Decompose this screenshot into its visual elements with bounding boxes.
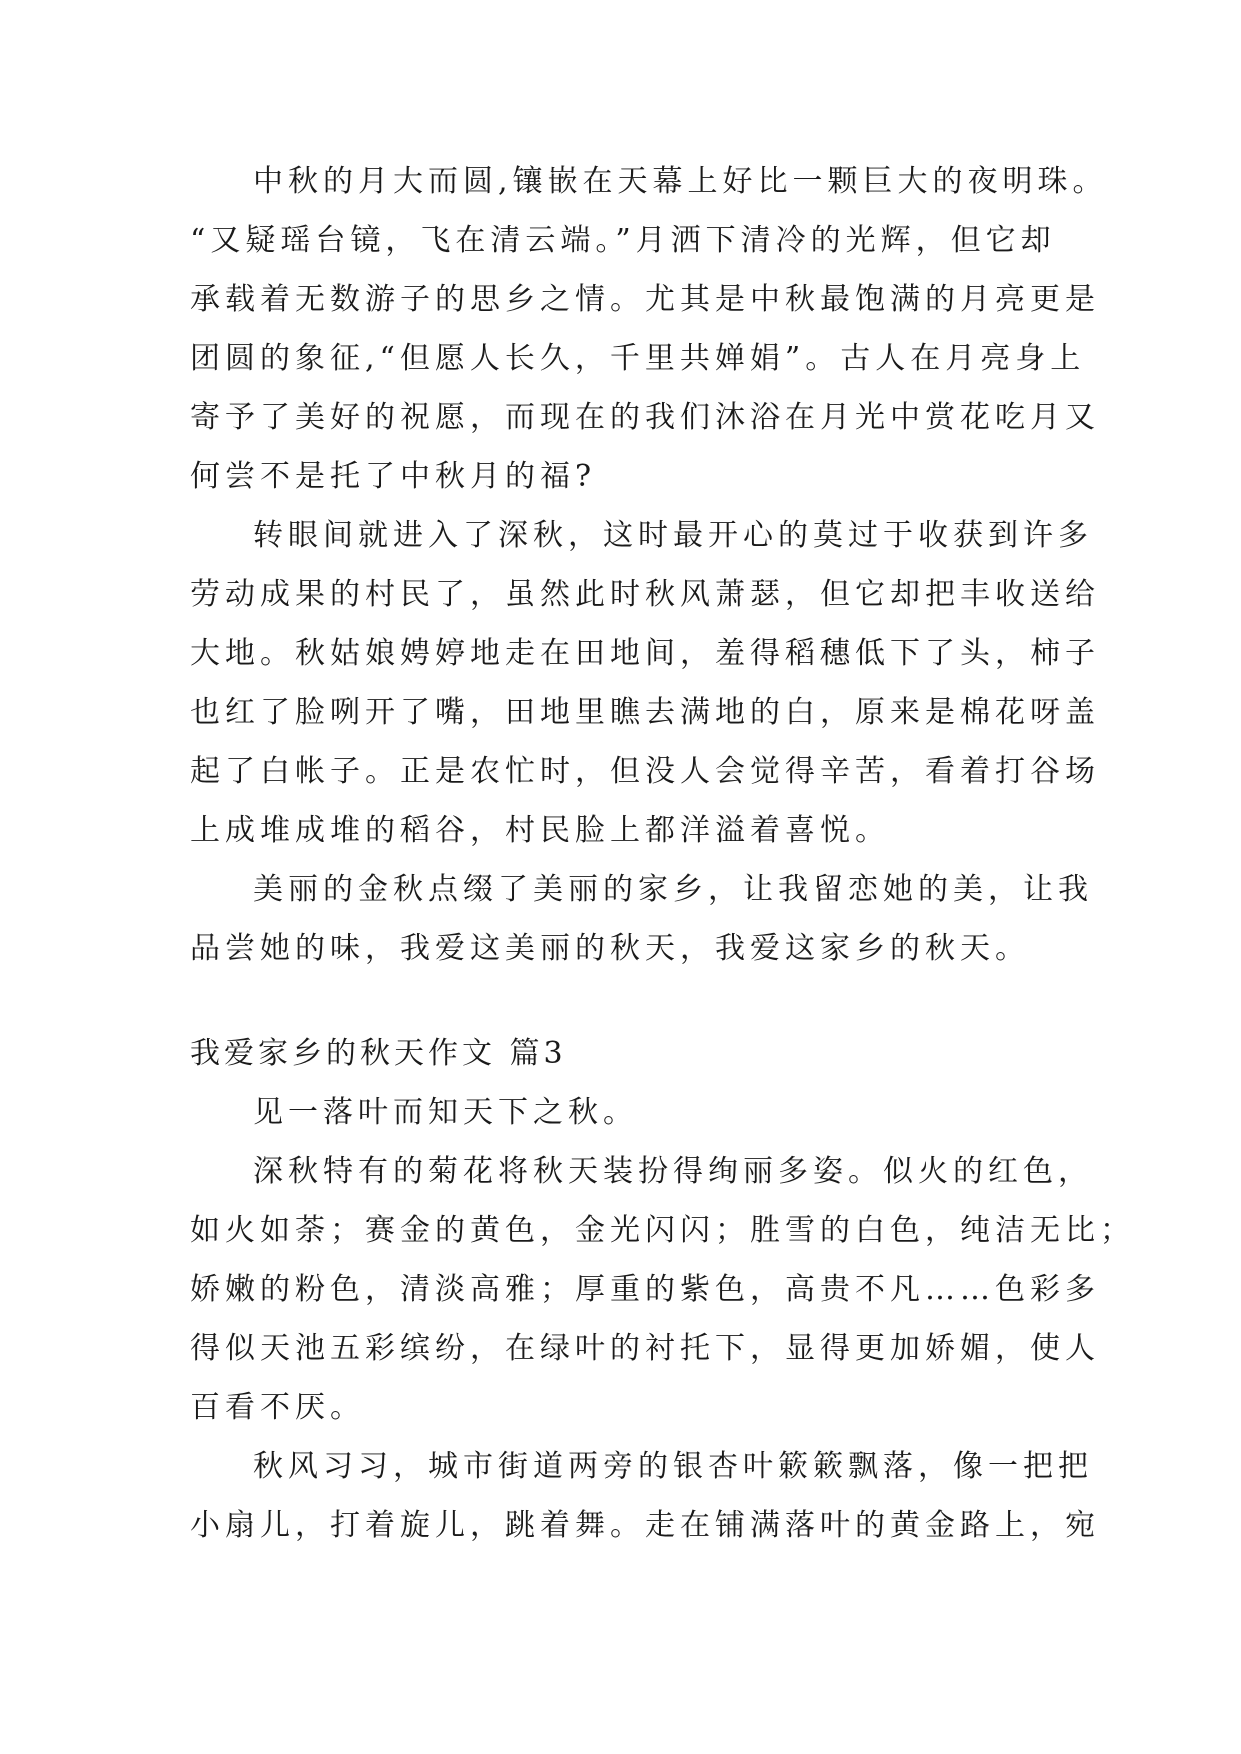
text-line: 也红了脸咧开了嘴，田地里瞧去满地的白，原来是棉花呀盖 — [190, 695, 1100, 730]
text-line: 美丽的金秋点缀了美丽的家乡，让我留恋她的美，让我 — [253, 872, 1093, 907]
text-line: 转眼间就进入了深秋，这时最开心的莫过于收获到许多 — [253, 518, 1093, 553]
text-line: 如火如荼；赛金的黄色，金光闪闪；胜雪的白色，纯洁无比； — [190, 1213, 1135, 1248]
text-line: 承载着无数游子的思乡之情。尤其是中秋最饱满的月亮更是 — [190, 282, 1100, 317]
text-line: 劳动成果的村民了，虽然此时秋风萧瑟，但它却把丰收送给 — [190, 577, 1100, 612]
text-line: 秋风习习，城市街道两旁的银杏叶簌簌飘落，像一把把 — [253, 1449, 1093, 1484]
text-line: 小扇儿，打着旋儿，跳着舞。走在铺满落叶的黄金路上，宛 — [190, 1508, 1100, 1543]
text-line: 上成堆成堆的稻谷，村民脸上都洋溢着喜悦。 — [190, 813, 890, 848]
text-line: 团圆的象征,“但愿人长久，千里共婵娟”。古人在月亮身上 — [190, 341, 1086, 376]
text-line: 何尝不是托了中秋月的福? — [190, 459, 597, 494]
text-line: 见一落叶而知天下之秋。 — [253, 1095, 638, 1130]
text-line: 百看不厌。 — [190, 1390, 365, 1425]
section-heading: 我爱家乡的秋天作文 篇3 — [190, 1036, 567, 1071]
text-line: 起了白帐子。正是农忙时，但没人会觉得辛苦，看着打谷场 — [190, 754, 1100, 789]
text-line: 寄予了美好的祝愿，而现在的我们沐浴在月光中赏花吃月又 — [190, 400, 1100, 435]
text-line: 深秋特有的菊花将秋天装扮得绚丽多姿。似火的红色， — [253, 1154, 1093, 1189]
text-line: 得似天池五彩缤纷，在绿叶的衬托下，显得更加娇媚，使人 — [190, 1331, 1100, 1366]
text-line: 大地。秋姑娘娉婷地走在田地间，羞得稻穗低下了头，柿子 — [190, 636, 1100, 671]
text-line: 娇嫩的粉色，清淡高雅；厚重的紫色，高贵不凡……色彩多 — [190, 1272, 1100, 1307]
text-line: “又疑瑶台镜，飞在清云端。”月洒下清冷的光辉，但它却 — [190, 223, 1056, 258]
text-line: 品尝她的味，我爱这美丽的秋天，我爱这家乡的秋天。 — [190, 931, 1030, 966]
text-line: 中秋的月大而圆,镶嵌在天幕上好比一颗巨大的夜明珠。 — [253, 164, 1108, 199]
